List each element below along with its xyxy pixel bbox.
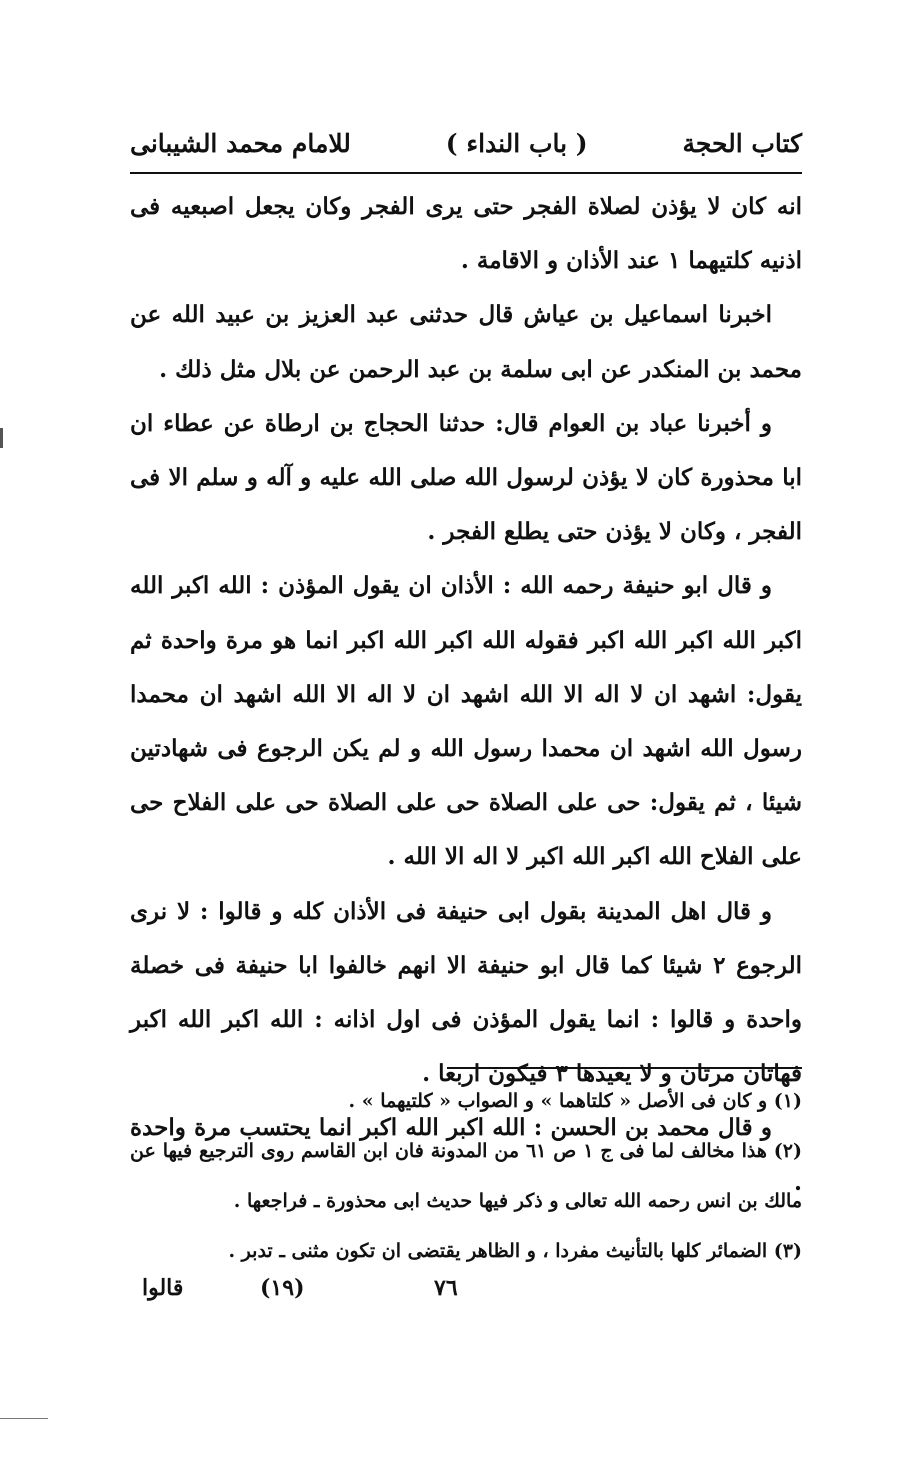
main-text — [130, 180, 802, 1210]
page-footer — [130, 1275, 802, 1315]
scan-edge-line — [0, 1418, 48, 1419]
footnote: (٣) الضمائر كلها بالتأنيث مفردا ، و الظاهر يقتضى ان تكون مثنى ـ تدبر . — [228, 1240, 802, 1262]
scan-edge-mark — [0, 428, 3, 448]
footnotes — [130, 1076, 802, 1276]
paragraph: و أخبرنا عباد بن العوام قال: حدثنا الحجاج بن ارطاة عن عطاء ان ابا محذورة كان لا يؤذن لرسول الله صلى الله عليه و آله و سلم الا فى الفجر ، وكان لا يؤذن حتى يطلع الفجر . — [130, 409, 802, 546]
header-divider — [130, 172, 802, 174]
header-author: للامام محمد الشيبانى — [130, 128, 351, 158]
footnote-divider — [447, 1067, 802, 1069]
signature-number: (١٩) — [260, 1275, 305, 1301]
footnote: (١) و كان فى الأصل « كلتاهما » و الصواب « كلتيهما » . — [348, 1090, 802, 1112]
paragraph: و قال ابو حنيفة رحمه الله : الأذان ان يقول المؤذن : الله اكبر الله اكبر الله اكبر الله اكبر فقوله الله اكبر الله اكبر انما هو مرة واحدة ثم يقول: اشهد ان لا اله الا الله اشهد ان لا اله الا الله اشهد ان محمدا رسول الله اشهد ان محمدا رسول الله و لم يكن الرجوع فى شهادتين شيئا ، ثم يقول: حى على الصلاة حى على الصلاة حى على الفلاح حى على الفلاح الله اكبر الله اكبر لا اله الا الله . — [130, 572, 802, 871]
paragraph: انه كان لا يؤذن لصلاة الفجر حتى يرى الفجر وكان يجعل اصبعيه فى اذنيه كلتيهما ١ عند الأذان و الاقامة . — [130, 193, 802, 275]
catchword: قالوا — [142, 1275, 184, 1301]
page-number: ٧٦ — [434, 1275, 458, 1301]
header-book-title: كتاب الحجة — [682, 128, 802, 158]
paragraph: و قال اهل المدينة بقول ابى حنيفة فى الأذان كله و قالوا : لا نرى الرجوع ٢ شيئا كما قال ابو حنيفة الا انهم خالفوا ابا حنيفة فى خصلة واحدة و قالوا : انما يقول المؤذن فى اول اذانه : الله اكبر الله اكبر فهاتان مرتان و لا يعيدها ٣ فيكون اربعا . — [130, 897, 802, 1088]
paragraph: اخبرنا اسماعيل بن عياش قال حدثنى عبد العزيز بن عبيد الله عن محمد بن المنكدر عن ابى سلمة بن عبد الرحمن عن بلال مثل ذلك . — [130, 301, 802, 383]
running-header — [130, 118, 802, 168]
footnote: (٢) هذا مخالف لما فى ج ١ ص ٦١ من المدونة فان ابن القاسم روى الترجيع فيها عن مالك بن انس رحمه الله تعالى و ذكر فيها حديث ابى محذورة ـ فراجعها . — [130, 1140, 802, 1212]
paragraph: و قال محمد بن الحسن : الله اكبر الله اكبر انما يحتسب مرة واحدة . — [130, 1114, 802, 1196]
header-chapter-title: ( باب النداء ) — [445, 128, 588, 158]
